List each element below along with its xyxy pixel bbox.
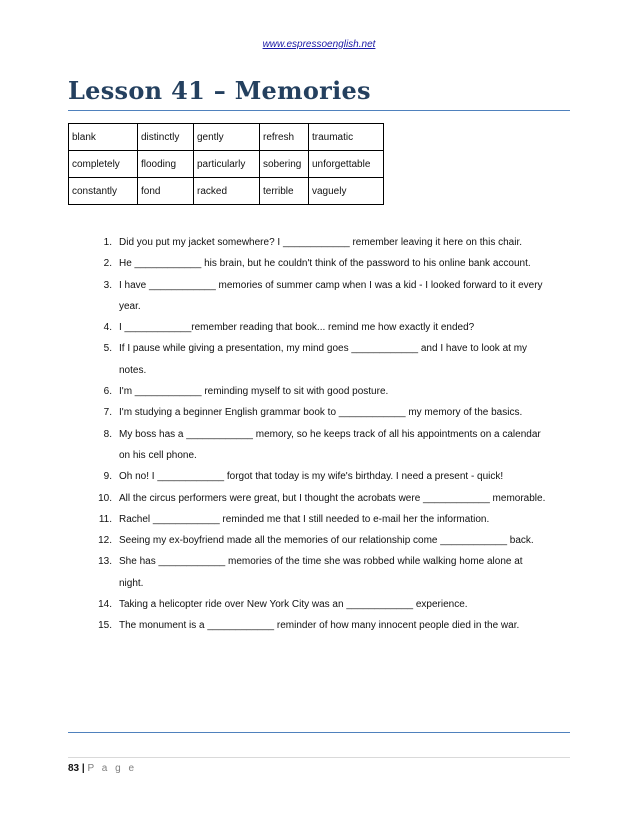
question-text: All the circus performers were great, but I thought the acrobats were ____________ memorable. (119, 492, 546, 504)
question-number: 9. (103, 471, 112, 483)
word-cell: completely (69, 151, 138, 178)
question-text: I ____________remember reading that book... remind me how exactly it ended? (119, 322, 475, 334)
question-text: Seeing my ex-boyfriend made all the memories of our relationship come ____________ back. (119, 535, 534, 547)
footer-separator: | (81, 763, 85, 774)
word-cell: terrible (260, 178, 309, 205)
word-cell: gently (194, 124, 260, 151)
word-bank-row (69, 124, 384, 151)
word-cell: particularly (194, 151, 260, 178)
word-bank-row (69, 151, 384, 178)
footer-divider (68, 757, 570, 758)
word-cell: flooding (138, 151, 194, 178)
question-item (68, 466, 548, 487)
question-text: If I pause while giving a presentation, my mind goes ____________ and I have to look at my notes. (119, 343, 528, 376)
question-text: My boss has a ____________ memory, so he keeps track of all his appointments on a calendar on his cell phone. (119, 428, 541, 461)
question-text: Oh no! I ____________ forgot that today is my wife's birthday. I need a present - quick! (119, 471, 504, 483)
footer-rule (68, 732, 570, 733)
word-cell: sobering (260, 151, 309, 178)
question-item (68, 338, 548, 381)
lesson-title: Lesson 41 – Memories (68, 76, 371, 105)
question-item (68, 424, 548, 467)
question-text: I have ____________ memories of summer camp when I was a kid - I looked forward to it every year. (119, 279, 543, 312)
question-number: 15. (98, 620, 112, 632)
word-cell: racked (194, 178, 260, 205)
word-cell: refresh (260, 124, 309, 151)
word-cell: traumatic (309, 124, 384, 151)
question-number: 2. (103, 258, 112, 270)
question-item (68, 551, 548, 594)
question-text: I'm studying a beginner English grammar book to ____________ my memory of the basics. (119, 407, 523, 419)
question-list (68, 232, 548, 637)
question-text: Rachel ____________ reminded me that I still needed to e-mail her the information. (119, 513, 490, 525)
question-number: 3. (103, 279, 112, 291)
word-bank-table (68, 123, 384, 205)
question-number: 13. (98, 556, 112, 568)
word-cell: vaguely (309, 178, 384, 205)
question-item (68, 253, 548, 274)
word-cell: fond (138, 178, 194, 205)
question-item (68, 615, 548, 636)
question-number: 11. (98, 513, 112, 525)
question-number: 12. (98, 535, 112, 547)
site-link[interactable]: www.espressoenglish.net (262, 39, 376, 50)
page-label: P a g e (87, 763, 137, 774)
question-number: 5. (103, 343, 112, 355)
question-item (68, 402, 548, 423)
question-number: 7. (103, 407, 112, 419)
question-number: 4. (103, 322, 112, 334)
question-item (68, 509, 548, 530)
question-item (68, 275, 548, 318)
question-number: 6. (103, 386, 112, 398)
question-text: Did you put my jacket somewhere? I ____________ remember leaving it here on this chair. (119, 237, 523, 248)
question-text: I'm ____________ reminding myself to sit with good posture. (119, 386, 389, 398)
question-text: Taking a helicopter ride over New York City was an ____________ experience. (119, 599, 468, 611)
question-item (68, 594, 548, 615)
question-item (68, 232, 548, 253)
question-text: The monument is a ____________ reminder of how many innocent people died in the war. (119, 620, 520, 632)
question-item (68, 381, 548, 402)
word-cell: distinctly (138, 124, 194, 151)
word-bank-row (69, 178, 384, 205)
question-text: He ____________ his brain, but he couldn't think of the password to his online bank account. (119, 258, 531, 270)
question-item (68, 488, 548, 509)
question-item (68, 530, 548, 551)
title-underline (68, 110, 570, 111)
question-number: 1. (103, 237, 112, 248)
page-footer (68, 763, 137, 774)
word-cell: unforgettable (309, 151, 384, 178)
question-number: 10. (98, 492, 112, 504)
page-number: 83 (68, 763, 80, 774)
word-cell: constantly (69, 178, 138, 205)
word-cell: blank (69, 124, 138, 151)
question-number: 8. (103, 428, 112, 440)
question-item (68, 317, 548, 338)
question-number: 14. (98, 599, 112, 611)
question-text: She has ____________ memories of the time she was robbed while walking home alone at night. (119, 556, 523, 589)
